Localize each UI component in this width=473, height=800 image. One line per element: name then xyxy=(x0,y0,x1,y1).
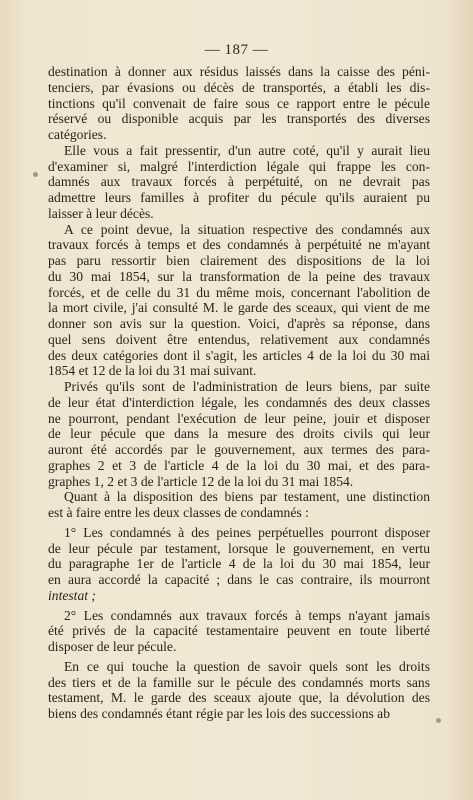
text-line: travaux forcés à temps et des condamnés à perpétuité ne m'ayant xyxy=(48,237,430,253)
text-line: graphes 2 et 3 de l'article 4 de la loi du 30 mai, et des para- xyxy=(48,457,430,473)
text-line: du paragraphe 1er de l'article 4 de la loi du 30 mai 1854, leur xyxy=(48,556,430,572)
text-line: admettre leurs familles à profiter du pécule qu'ils auraient pu xyxy=(48,190,430,205)
text-line: donner son avis sur la question. Voici, d'après sa réponse, dans xyxy=(48,316,430,331)
body-text xyxy=(48,64,430,722)
text-line: Quant à la disposition des biens par testament, une distinction xyxy=(64,489,430,505)
text-line: forcés, et de celle du 31 du même mois, concernant l'abolition de xyxy=(48,284,430,300)
ink-speck xyxy=(33,172,38,177)
text-line: ne pourront, pendant l'exécution de leur peine, jouir et disposer xyxy=(48,410,430,426)
text-line: catégories. xyxy=(48,127,107,142)
text-line: quel sens doivent être entendus, relativement aux condamnés xyxy=(48,331,430,347)
text-line: des tiers et de la famille sur le pécule des condamnés morts sans xyxy=(48,674,430,690)
text-line: tinctions qu'il convenait de faire sous ce rapport entre le pécule xyxy=(48,95,430,111)
text-line: réservé ou disponible acquis par les transportés des diverses xyxy=(48,111,430,127)
text-line: des deux catégories dont il s'agit, les articles 4 de la loi du 30 mai xyxy=(48,347,430,363)
text-line: pas paru ressortir bien clairement des dispositions de la loi xyxy=(48,253,430,268)
text-line: la mort civile, j'ai consulté M. le garde des sceaux, qui vient de me xyxy=(48,300,430,316)
text-line: disposer de leur pécule. xyxy=(48,639,177,654)
text-line: d'examiner si, malgré l'interdiction légale qui frappe les con- xyxy=(48,158,430,174)
text-line: tenciers, par évasions ou décès de transportés, a établi les dis- xyxy=(48,79,430,95)
text-line: En ce qui touche la question de savoir quels sont les droits xyxy=(64,658,430,674)
text-line: 1854 et 12 de la loi du 31 mai suivant. xyxy=(48,363,257,379)
text-line: Privés qu'ils sont de l'administration de leurs biens, par suite xyxy=(64,379,430,394)
text-line: damnés aux travaux forcés à perpétuité, on ne devrait pas xyxy=(48,174,430,190)
text-line: en aura accordé la capacité ; dans le cas contraire, ils mourront xyxy=(48,572,430,587)
text-line: de leur état d'interdiction légale, les condamnés des deux classes xyxy=(48,394,430,410)
text-line: 2° Les condamnés aux travaux forcés à temps n'ayant jamais xyxy=(64,607,430,623)
text-line: de leur pécule par testament, lorsque le gouvernement, en vertu xyxy=(48,540,430,556)
text-line: Elle vous a fait pressentir, d'un autre coté, qu'il y aurait lieu xyxy=(64,142,430,158)
text-line: A ce point devue, la situation respective des condamnés aux xyxy=(64,221,430,237)
text-line: testament, M. le garde des sceaux ajoute que, la dévolution des xyxy=(48,690,430,706)
text-line: 1° Les condamnés à des peines perpétuelles pourront disposer xyxy=(64,524,430,540)
text-line: été privés de la capacité testamentaire peuvent en toute liberté xyxy=(48,623,430,639)
text-line: laisser à leur décès. xyxy=(48,205,154,221)
page-number: — 187 — xyxy=(204,42,269,58)
text-line: intestat ; xyxy=(48,587,96,603)
text-line: destination à donner aux résidus laissés dans la caisse des péni- xyxy=(48,64,430,79)
text-line: du 30 mai 1854, sur la transformation de la peine des travaux xyxy=(48,268,430,284)
text-line: est à faire entre les deux classes de condamnés : xyxy=(48,505,309,520)
text-line: graphes 1, 2 et 3 de l'article 12 de la loi du 31 mai 1854. xyxy=(48,473,354,489)
text-line: auront été accordés par le gouvernement, aux termes des para- xyxy=(48,442,430,457)
text-line: de leur pécule que dans la mesure des droits civils qui leur xyxy=(48,426,430,442)
ink-speck xyxy=(436,718,441,723)
text-line: biens des condamnés étant régie par les lois des successions ab xyxy=(48,706,391,721)
